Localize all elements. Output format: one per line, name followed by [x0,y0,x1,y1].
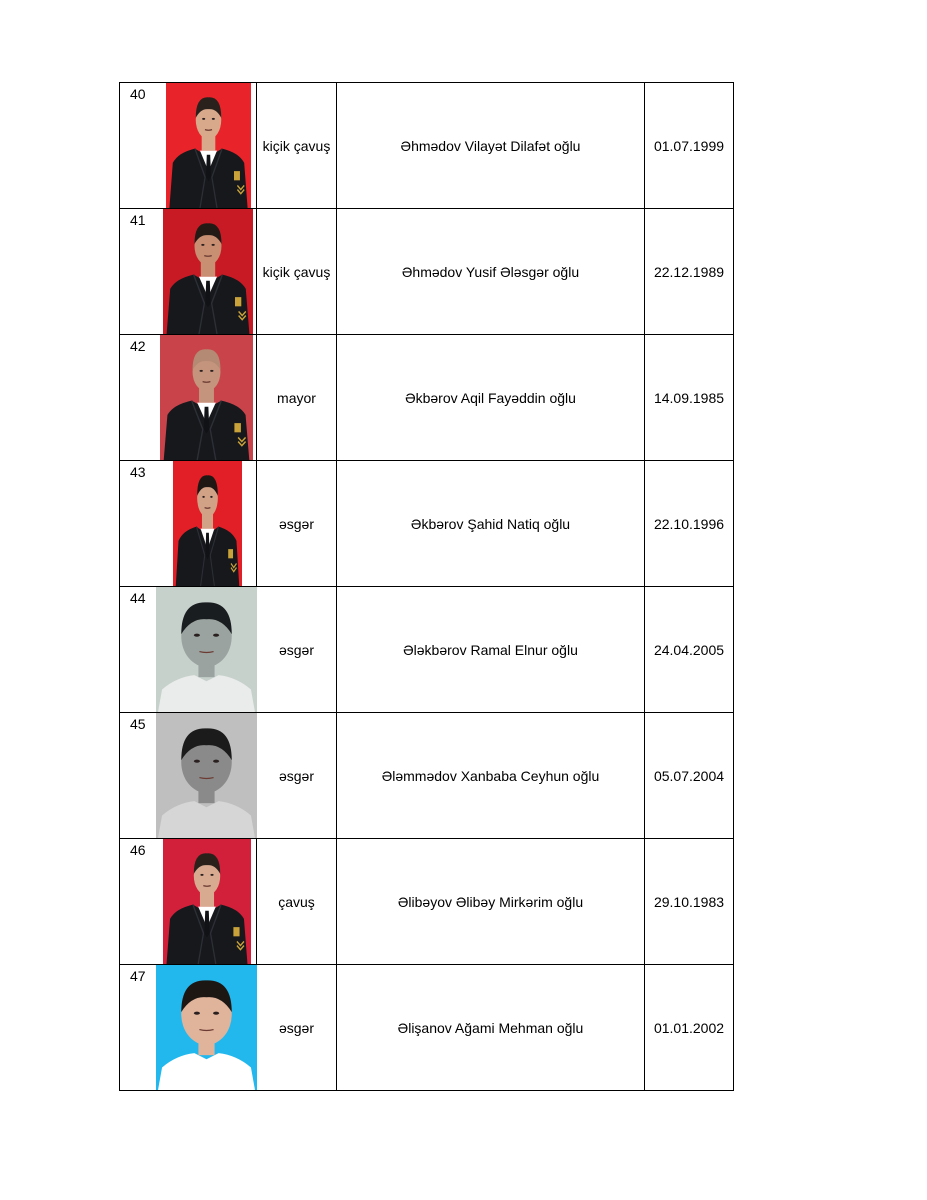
portrait-photo [156,713,257,838]
photo-cell [156,461,257,587]
table-row [120,587,734,713]
portrait-photo [160,335,253,460]
date-cell: 22.12.1989 [645,209,734,335]
table-row [120,209,734,335]
full-name-cell: Əhmədov Vilayət Dilafət oğlu [337,83,645,209]
photo-cell [156,965,257,1091]
row-number: 43 [120,461,156,587]
date-cell: 29.10.1983 [645,839,734,965]
photo-cell [156,83,257,209]
full-name-cell: Əhmədov Yusif Ələsgər oğlu [337,209,645,335]
row-number: 44 [120,587,156,713]
photo-cell [156,335,257,461]
full-name-cell: Əkbərov Aqil Fayəddin oğlu [337,335,645,461]
portrait-photo [156,965,257,1090]
row-number: 40 [120,83,156,209]
photo-cell [156,839,257,965]
rank-cell: kiçik çavuş [257,209,337,335]
full-name-cell: Ələkbərov Ramal Elnur oğlu [337,587,645,713]
full-name-cell: Ələmmədov Xanbaba Ceyhun oğlu [337,713,645,839]
photo-cell [156,587,257,713]
portrait-photo [163,839,251,964]
portrait-photo [163,209,253,334]
row-number: 42 [120,335,156,461]
rank-cell: əsgər [257,965,337,1091]
table-row [120,83,734,209]
full-name-cell: Əkbərov Şahid Natiq oğlu [337,461,645,587]
photo-cell [156,209,257,335]
rank-cell: mayor [257,335,337,461]
rank-cell: əsgər [257,587,337,713]
rank-cell: kiçik çavuş [257,83,337,209]
personnel-table [119,82,734,1091]
portrait-photo [156,587,257,712]
table-row [120,461,734,587]
portrait-photo [173,461,242,586]
date-cell: 01.01.2002 [645,965,734,1091]
photo-cell [156,713,257,839]
date-cell: 22.10.1996 [645,461,734,587]
table-row [120,839,734,965]
row-number: 41 [120,209,156,335]
row-number: 47 [120,965,156,1091]
rank-cell: əsgər [257,713,337,839]
table-row [120,965,734,1091]
row-number: 46 [120,839,156,965]
full-name-cell: Əlişanov Ağami Mehman oğlu [337,965,645,1091]
personnel-table-body [120,83,734,1091]
row-number: 45 [120,713,156,839]
date-cell: 14.09.1985 [645,335,734,461]
date-cell: 24.04.2005 [645,587,734,713]
rank-cell: çavuş [257,839,337,965]
full-name-cell: Əlibəyov Əlibəy Mirkərim oğlu [337,839,645,965]
table-row [120,713,734,839]
table-row [120,335,734,461]
portrait-photo [166,83,251,208]
date-cell: 05.07.2004 [645,713,734,839]
rank-cell: əsgər [257,461,337,587]
date-cell: 01.07.1999 [645,83,734,209]
